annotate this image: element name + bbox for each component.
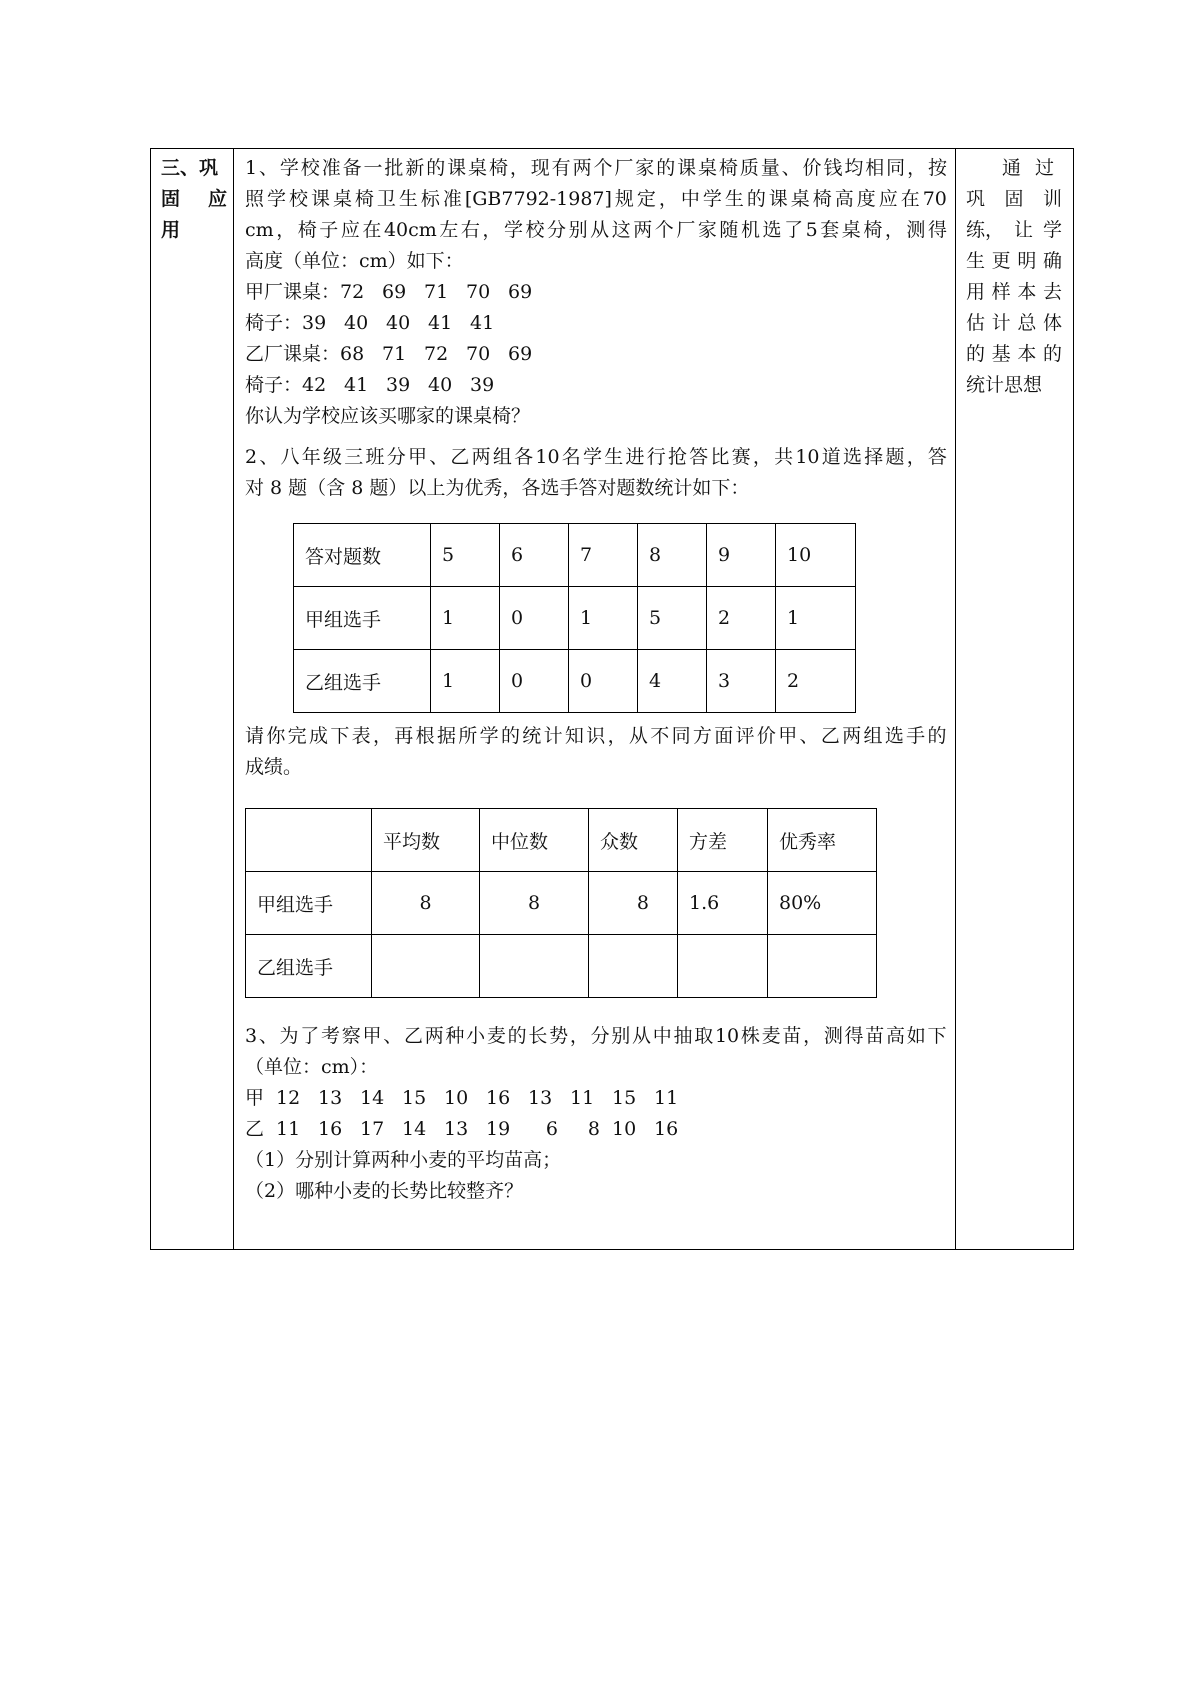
- value: 70: [466, 343, 491, 365]
- remarks-text: 去: [1042, 281, 1062, 303]
- table-cell: 4: [638, 650, 707, 713]
- value: 39: [470, 374, 495, 396]
- remarks-text: 通: [1002, 157, 1022, 179]
- section-text: 应: [207, 188, 227, 210]
- table-cell: 10: [776, 524, 856, 587]
- value: 6: [545, 1118, 558, 1140]
- remarks-text: 让: [1013, 219, 1033, 241]
- question-3: [245, 1021, 947, 1207]
- section-line: [161, 215, 227, 246]
- table-cell: 甲组选手: [294, 587, 431, 650]
- value: 19: [486, 1118, 511, 1140]
- jia-chair-label: 椅子：: [245, 312, 303, 334]
- value: 14: [360, 1087, 385, 1109]
- table-cell: 平均数: [372, 809, 480, 872]
- q1-question: 你认为学校应该买哪家的课桌椅？: [245, 405, 531, 427]
- q3-sub-2: （2）哪种小麦的长势比较整齐？: [245, 1180, 524, 1202]
- table-row: [246, 809, 877, 872]
- table-cell: [589, 935, 678, 998]
- table-cell: 2: [776, 650, 856, 713]
- table-row: [294, 524, 856, 587]
- table-row: [294, 650, 856, 713]
- remarks-text: 本: [1017, 281, 1037, 303]
- remarks-text: 固: [1004, 188, 1024, 210]
- question-1: [245, 153, 947, 432]
- section-text: 三、巩: [161, 157, 219, 179]
- table-cell: 甲组选手: [246, 872, 372, 935]
- question-2: [245, 442, 947, 504]
- q1-line-4: 高度（单位：cm）如下：: [245, 250, 464, 272]
- value: 69: [508, 343, 533, 365]
- value: 13: [528, 1087, 553, 1109]
- yi-desk-row: [245, 339, 947, 370]
- statistics-table: [245, 808, 877, 998]
- remarks-text: 的: [1042, 343, 1062, 365]
- table-cell: [246, 809, 372, 872]
- table-cell: 7: [569, 524, 638, 587]
- value: 15: [612, 1087, 637, 1109]
- remarks-text: 更: [991, 250, 1011, 272]
- remarks-line: [966, 277, 1062, 308]
- value: 69: [382, 281, 407, 303]
- remarks-text: 明: [1017, 250, 1037, 272]
- q1-line-1: 1 、 学 校 准 备 一 批 新 的 课 桌 椅 ， 现 有 两 个 厂 家 的 课 桌 椅 质 量 、 价 钱 均 相 同 ， 按: [245, 157, 947, 179]
- remarks-text: 生: [966, 250, 986, 272]
- table-cell: 中位数: [480, 809, 589, 872]
- table-cell: 9: [707, 524, 776, 587]
- remarks-text: 总: [1017, 312, 1037, 334]
- value: 40: [344, 312, 369, 334]
- section-line: [161, 153, 227, 184]
- value: 40: [428, 374, 453, 396]
- value: 14: [402, 1118, 427, 1140]
- value: 41: [470, 312, 495, 334]
- q2-line-2: 对 8 题（含 8 题）以上为优秀，各选手答对题数统计如下：: [245, 477, 750, 499]
- table-cell: 方差: [678, 809, 768, 872]
- remarks-text: 计: [991, 312, 1011, 334]
- section-line: [161, 184, 227, 215]
- table-cell: 乙组选手: [294, 650, 431, 713]
- table-cell: [768, 935, 877, 998]
- section-text: 固: [161, 188, 181, 210]
- column-divider-left: [233, 149, 234, 1249]
- value: 15: [402, 1087, 427, 1109]
- remarks-text: 估: [966, 312, 986, 334]
- remarks-line: [966, 370, 1062, 401]
- value: 16: [654, 1118, 679, 1140]
- remarks-text: 基: [991, 343, 1011, 365]
- value: 42: [302, 374, 327, 396]
- value: 13: [444, 1118, 469, 1140]
- answer-count-table: [293, 523, 856, 713]
- remarks-text: 确: [1042, 250, 1062, 272]
- remarks-text: 巩: [966, 188, 986, 210]
- remarks-text: 用: [966, 281, 986, 303]
- value: 41: [344, 374, 369, 396]
- remarks-text: 样: [991, 281, 1011, 303]
- remarks-text: 过: [1034, 157, 1054, 179]
- table-row: [246, 935, 877, 998]
- value: 10: [444, 1087, 469, 1109]
- value: 39: [302, 312, 327, 334]
- section-text: 用: [161, 219, 181, 241]
- yi-chair-label: 椅子：: [245, 374, 303, 396]
- table-cell: 6: [500, 524, 569, 587]
- value: 70: [466, 281, 491, 303]
- remarks-text: 统计思想: [966, 374, 1043, 396]
- table-row: [294, 587, 856, 650]
- q2-after-line-1: 请 你 完 成 下 表 ， 再 根 据 所 学 的 统 计 知 识 ， 从 不 同 方 面 评 价 甲 、 乙 两 组 选 手 的: [245, 725, 947, 747]
- remarks-line: [966, 339, 1062, 370]
- teaching-intent: [966, 153, 1062, 401]
- value: 11: [570, 1087, 595, 1109]
- value: 72: [340, 281, 365, 303]
- table-cell: 2: [707, 587, 776, 650]
- value: 39: [386, 374, 411, 396]
- section-label: [161, 153, 227, 246]
- table-cell: 8: [638, 524, 707, 587]
- jia-chair-row: [245, 308, 947, 339]
- remarks-text: 训: [1042, 188, 1062, 210]
- yi-chair-row: [245, 370, 947, 401]
- table-cell: 乙组选手: [246, 935, 372, 998]
- table-cell: 答对题数: [294, 524, 431, 587]
- remarks-text: 学: [1042, 219, 1062, 241]
- table-cell: 8: [589, 872, 678, 935]
- table-cell: 优秀率: [768, 809, 877, 872]
- value: 72: [424, 343, 449, 365]
- table-cell: 1.6: [678, 872, 768, 935]
- value: 68: [340, 343, 365, 365]
- table-cell: 1: [569, 587, 638, 650]
- q2-after-line-2: 成绩。: [245, 756, 303, 778]
- table-cell: 5: [638, 587, 707, 650]
- table-cell: 0: [500, 587, 569, 650]
- table-cell: 5: [431, 524, 500, 587]
- q1-line-3: cm ， 椅 子 应 在 40cm 左 右 ， 学 校 分 别 从 这 两 个 厂 家 随 机 选 了 5 套 桌 椅 ， 测 得: [245, 219, 947, 241]
- value: 41: [428, 312, 453, 334]
- q3-line-1: 3 、 为 了 考 察 甲 、 乙 两 种 小 麦 的 长 势 ， 分 别 从 中 抽 取 10 株 麦 苗 ， 测 得 苗 高 如 下: [245, 1025, 947, 1047]
- table-cell: 众数: [589, 809, 678, 872]
- table-cell: 1: [431, 650, 500, 713]
- value: 11: [276, 1118, 301, 1140]
- remarks-line: [966, 184, 1062, 215]
- q1-line-2: 照 学 校 课 桌 椅 卫 生 标 准 [GB7792-1987] 规 定 ， 中 学 生 的 课 桌 椅 高 度 应 在 70: [245, 188, 947, 210]
- table-cell: 1: [431, 587, 500, 650]
- value: 17: [360, 1118, 385, 1140]
- value: 10: [612, 1118, 637, 1140]
- table-cell: 1: [776, 587, 856, 650]
- table-cell: 8: [480, 872, 589, 935]
- value: 12: [276, 1087, 301, 1109]
- remarks-text: 练，: [966, 219, 1005, 241]
- value: 8: [587, 1118, 600, 1140]
- lesson-table: [150, 148, 1074, 1250]
- remarks-line: [966, 246, 1062, 277]
- table-row: [246, 872, 877, 935]
- remarks-line: [966, 308, 1062, 339]
- q2-after-text: [245, 721, 947, 783]
- yi-desk-label: 乙厂课桌：: [245, 343, 341, 365]
- jia-wheat-label: 甲: [245, 1087, 265, 1109]
- yi-wheat-label: 乙: [245, 1118, 265, 1140]
- value: 16: [318, 1118, 343, 1140]
- value: 71: [382, 343, 407, 365]
- remarks-text: 本: [1017, 343, 1037, 365]
- table-cell: [480, 935, 589, 998]
- q2-line-1: 2 、 八 年 级 三 班 分 甲 、 乙 两 组 各 10 名 学 生 进 行 抢 答 比 赛 ， 共 10 道 选 择 题 ， 答: [245, 446, 947, 468]
- jia-wheat-row: [245, 1083, 947, 1114]
- q3-line-2: （单位：cm）：: [245, 1056, 379, 1078]
- table-cell: 8: [372, 872, 480, 935]
- yi-wheat-row: [245, 1114, 947, 1145]
- remarks-text: 的: [966, 343, 986, 365]
- value: 40: [386, 312, 411, 334]
- remarks-line: [966, 215, 1062, 246]
- value: 69: [508, 281, 533, 303]
- remarks-text: 体: [1042, 312, 1062, 334]
- value: 11: [654, 1087, 679, 1109]
- value: 16: [486, 1087, 511, 1109]
- value: 71: [424, 281, 449, 303]
- exercise-content: [245, 153, 947, 504]
- jia-desk-label: 甲厂课桌：: [245, 281, 341, 303]
- table-cell: 3: [707, 650, 776, 713]
- table-cell: [372, 935, 480, 998]
- jia-desk-row: [245, 277, 947, 308]
- table-cell: [678, 935, 768, 998]
- q3-sub-1: （1）分别计算两种小麦的平均苗高；: [245, 1149, 562, 1171]
- remarks-line: [966, 153, 1062, 184]
- value: 13: [318, 1087, 343, 1109]
- column-divider-right: [955, 149, 956, 1249]
- table-cell: 0: [569, 650, 638, 713]
- table-cell: 80%: [768, 872, 877, 935]
- table-cell: 0: [500, 650, 569, 713]
